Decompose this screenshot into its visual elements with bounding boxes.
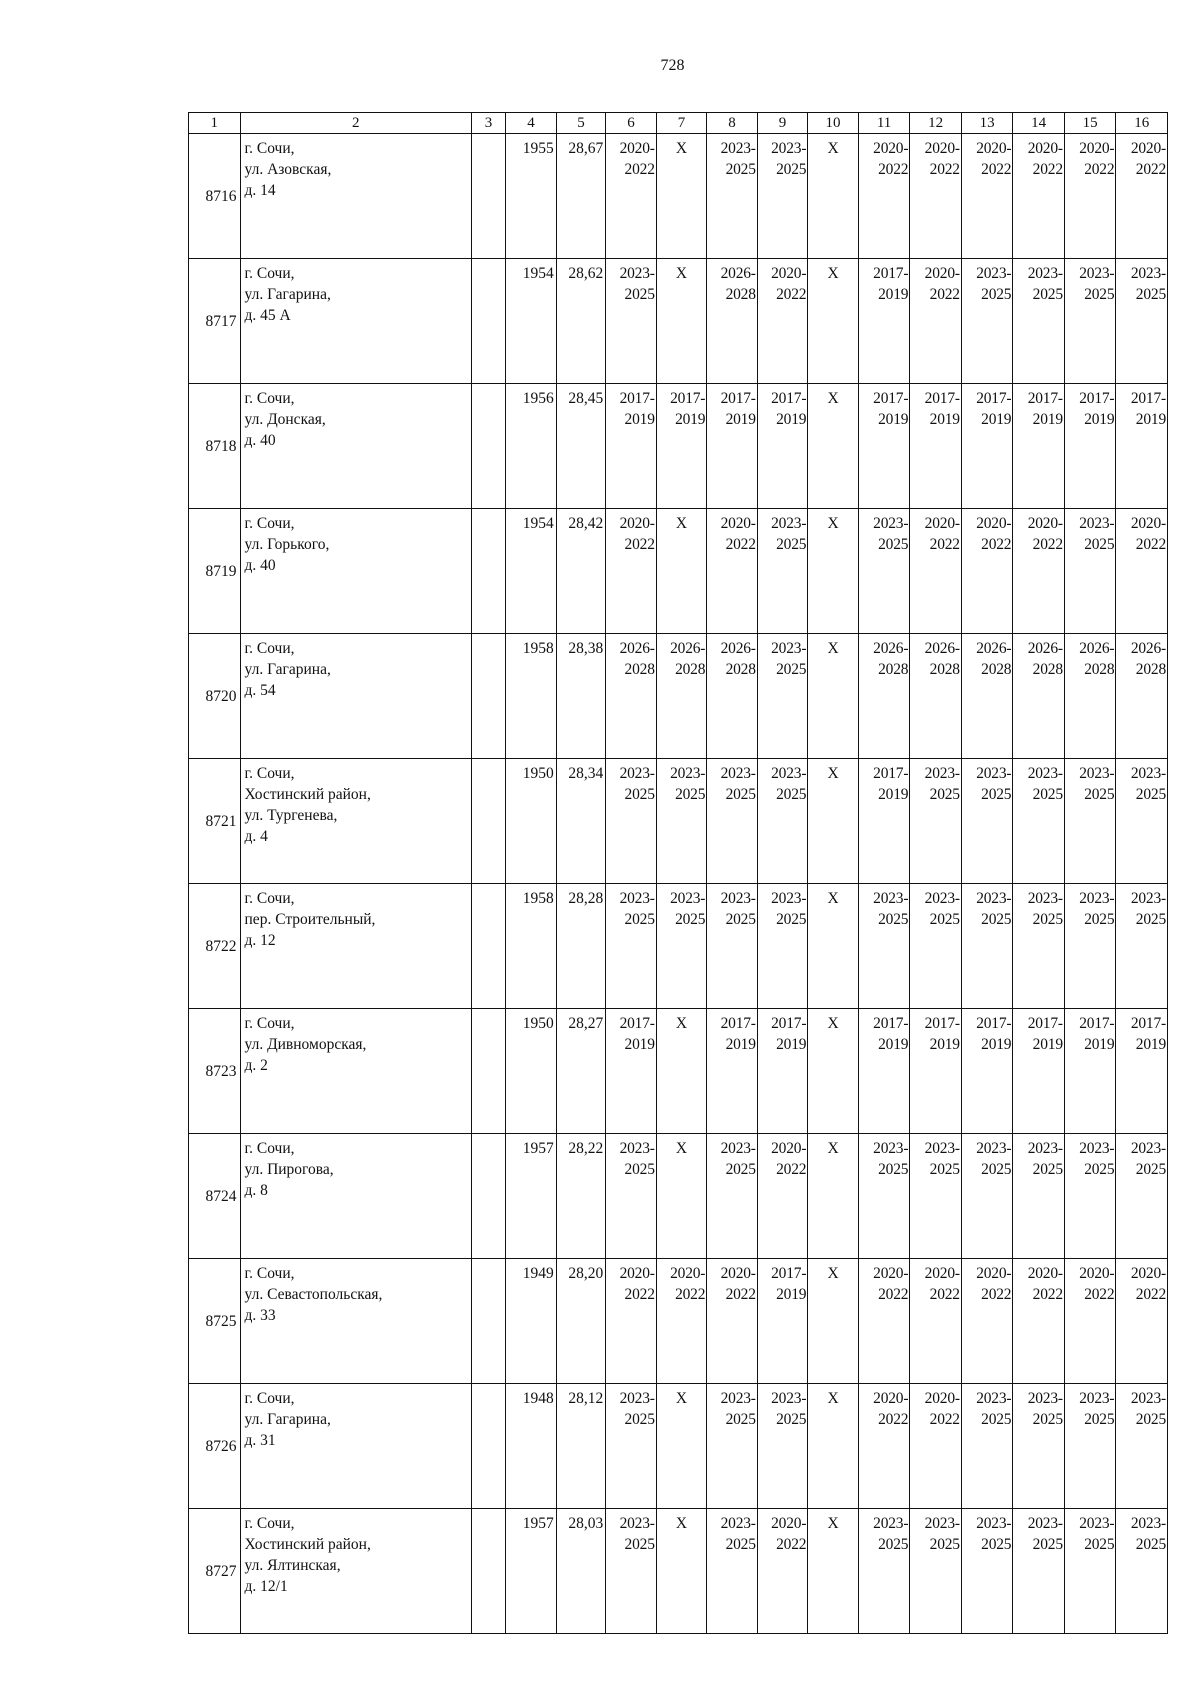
row-number: 8718: [189, 384, 241, 509]
column-9-cell: 2023- 2025: [757, 634, 808, 759]
area-cell: 28,03: [556, 1509, 606, 1634]
column-7-cell: X: [656, 259, 707, 384]
column-3-cell: [471, 509, 505, 634]
column-10-cell: X: [808, 759, 859, 884]
column-header: 10: [808, 113, 859, 134]
row-number: 8726: [189, 1384, 241, 1509]
address-cell: г. Сочи, ул. Донская, д. 40: [240, 384, 471, 509]
column-6-cell: 2023- 2025: [606, 1134, 657, 1259]
column-8-cell: 2020- 2022: [707, 509, 758, 634]
year-cell: 1950: [506, 759, 557, 884]
table-row: [189, 884, 1168, 1009]
column-header: 6: [606, 113, 657, 134]
column-header: 12: [910, 113, 962, 134]
column-6-cell: 2023- 2025: [606, 884, 657, 1009]
column-16-cell: 2017- 2019: [1116, 384, 1168, 509]
column-12-cell: 2023- 2025: [910, 1509, 962, 1634]
row-number: 8725: [189, 1259, 241, 1384]
table-row: [189, 1384, 1168, 1509]
column-12-cell: 2020- 2022: [910, 259, 962, 384]
column-8-cell: 2017- 2019: [707, 1009, 758, 1134]
year-cell: 1948: [506, 1384, 557, 1509]
column-header: 2: [240, 113, 471, 134]
column-6-cell: 2020- 2022: [606, 509, 657, 634]
column-14-cell: 2026- 2028: [1013, 634, 1065, 759]
area-cell: 28,67: [556, 134, 606, 259]
column-10-cell: X: [808, 884, 859, 1009]
column-6-cell: 2026- 2028: [606, 634, 657, 759]
column-13-cell: 2026- 2028: [961, 634, 1013, 759]
column-8-cell: 2023- 2025: [707, 1509, 758, 1634]
column-13-cell: 2023- 2025: [961, 759, 1013, 884]
year-cell: 1949: [506, 1259, 557, 1384]
row-number: 8716: [189, 134, 241, 259]
column-3-cell: [471, 759, 505, 884]
column-16-cell: 2023- 2025: [1116, 1134, 1168, 1259]
column-3-cell: [471, 884, 505, 1009]
row-number: 8723: [189, 1009, 241, 1134]
area-cell: 28,12: [556, 1384, 606, 1509]
column-9-cell: 2017- 2019: [757, 1259, 808, 1384]
year-cell: 1958: [506, 884, 557, 1009]
column-7-cell: X: [656, 1509, 707, 1634]
column-13-cell: 2023- 2025: [961, 259, 1013, 384]
column-8-cell: 2023- 2025: [707, 134, 758, 259]
column-6-cell: 2023- 2025: [606, 259, 657, 384]
column-9-cell: 2017- 2019: [757, 1009, 808, 1134]
area-cell: 28,34: [556, 759, 606, 884]
column-6-cell: 2023- 2025: [606, 1509, 657, 1634]
column-7-cell: X: [656, 134, 707, 259]
row-number: 8720: [189, 634, 241, 759]
column-11-cell: 2023- 2025: [858, 1134, 910, 1259]
column-11-cell: 2023- 2025: [858, 884, 910, 1009]
column-8-cell: 2026- 2028: [707, 259, 758, 384]
column-12-cell: 2020- 2022: [910, 1259, 962, 1384]
column-15-cell: 2017- 2019: [1064, 384, 1116, 509]
column-11-cell: 2017- 2019: [858, 759, 910, 884]
column-7-cell: X: [656, 1009, 707, 1134]
column-header: 16: [1116, 113, 1168, 134]
column-14-cell: 2023- 2025: [1013, 1134, 1065, 1259]
table-row: [189, 759, 1168, 884]
column-12-cell: 2023- 2025: [910, 759, 962, 884]
column-9-cell: 2020- 2022: [757, 259, 808, 384]
column-3-cell: [471, 634, 505, 759]
address-cell: г. Сочи, ул. Пирогова, д. 8: [240, 1134, 471, 1259]
column-15-cell: 2023- 2025: [1064, 259, 1116, 384]
column-7-cell: 2023- 2025: [656, 884, 707, 1009]
row-number: 8722: [189, 884, 241, 1009]
column-9-cell: 2023- 2025: [757, 884, 808, 1009]
column-3-cell: [471, 384, 505, 509]
column-10-cell: X: [808, 1384, 859, 1509]
year-cell: 1957: [506, 1509, 557, 1634]
address-cell: г. Сочи, ул. Гагарина, д. 31: [240, 1384, 471, 1509]
column-13-cell: 2017- 2019: [961, 384, 1013, 509]
column-7-cell: 2020- 2022: [656, 1259, 707, 1384]
area-cell: 28,22: [556, 1134, 606, 1259]
area-cell: 28,38: [556, 634, 606, 759]
row-number: 8717: [189, 259, 241, 384]
column-12-cell: 2017- 2019: [910, 384, 962, 509]
column-15-cell: 2017- 2019: [1064, 1009, 1116, 1134]
table-row: [189, 1509, 1168, 1634]
column-15-cell: 2020- 2022: [1064, 1259, 1116, 1384]
column-15-cell: 2023- 2025: [1064, 1509, 1116, 1634]
column-13-cell: 2020- 2022: [961, 509, 1013, 634]
column-16-cell: 2020- 2022: [1116, 509, 1168, 634]
table-row: [189, 1134, 1168, 1259]
column-16-cell: 2020- 2022: [1116, 1259, 1168, 1384]
table-row: [189, 1259, 1168, 1384]
year-cell: 1956: [506, 384, 557, 509]
column-12-cell: 2020- 2022: [910, 1384, 962, 1509]
column-11-cell: 2017- 2019: [858, 259, 910, 384]
address-cell: г. Сочи, Хостинский район, ул. Тургенева, д. 4: [240, 759, 471, 884]
column-3-cell: [471, 1509, 505, 1634]
column-10-cell: X: [808, 134, 859, 259]
table-row: [189, 509, 1168, 634]
area-cell: 28,27: [556, 1009, 606, 1134]
column-7-cell: X: [656, 1134, 707, 1259]
column-10-cell: X: [808, 509, 859, 634]
column-11-cell: 2020- 2022: [858, 1259, 910, 1384]
column-16-cell: 2023- 2025: [1116, 1509, 1168, 1634]
column-header: 13: [961, 113, 1013, 134]
column-header: 8: [707, 113, 758, 134]
area-cell: 28,42: [556, 509, 606, 634]
column-3-cell: [471, 259, 505, 384]
column-header: 15: [1064, 113, 1116, 134]
column-13-cell: 2020- 2022: [961, 1259, 1013, 1384]
column-header: 9: [757, 113, 808, 134]
column-header: 5: [556, 113, 606, 134]
column-6-cell: 2023- 2025: [606, 1384, 657, 1509]
column-header: 14: [1013, 113, 1065, 134]
column-9-cell: 2020- 2022: [757, 1134, 808, 1259]
column-14-cell: 2017- 2019: [1013, 1009, 1065, 1134]
column-14-cell: 2020- 2022: [1013, 1259, 1065, 1384]
column-8-cell: 2023- 2025: [707, 759, 758, 884]
column-8-cell: 2026- 2028: [707, 634, 758, 759]
column-header: 3: [471, 113, 505, 134]
column-6-cell: 2023- 2025: [606, 759, 657, 884]
column-16-cell: 2023- 2025: [1116, 759, 1168, 884]
column-header: 11: [858, 113, 910, 134]
year-cell: 1957: [506, 1134, 557, 1259]
address-cell: г. Сочи, ул. Гагарина, д. 45 А: [240, 259, 471, 384]
area-cell: 28,20: [556, 1259, 606, 1384]
area-cell: 28,28: [556, 884, 606, 1009]
column-11-cell: 2017- 2019: [858, 1009, 910, 1134]
area-cell: 28,62: [556, 259, 606, 384]
column-16-cell: 2023- 2025: [1116, 1384, 1168, 1509]
year-cell: 1954: [506, 509, 557, 634]
address-cell: г. Сочи, ул. Горького, д. 40: [240, 509, 471, 634]
column-12-cell: 2020- 2022: [910, 509, 962, 634]
column-header: 4: [506, 113, 557, 134]
column-14-cell: 2023- 2025: [1013, 1509, 1065, 1634]
table-body: [189, 134, 1168, 1634]
column-6-cell: 2020- 2022: [606, 1259, 657, 1384]
column-header: 1: [189, 113, 241, 134]
column-16-cell: 2023- 2025: [1116, 884, 1168, 1009]
column-15-cell: 2023- 2025: [1064, 759, 1116, 884]
column-8-cell: 2023- 2025: [707, 1134, 758, 1259]
column-7-cell: 2026- 2028: [656, 634, 707, 759]
row-number: 8724: [189, 1134, 241, 1259]
row-number: 8719: [189, 509, 241, 634]
year-cell: 1958: [506, 634, 557, 759]
header-row: [189, 113, 1168, 134]
column-15-cell: 2026- 2028: [1064, 634, 1116, 759]
area-cell: 28,45: [556, 384, 606, 509]
column-15-cell: 2020- 2022: [1064, 134, 1116, 259]
address-cell: г. Сочи, пер. Строительный, д. 12: [240, 884, 471, 1009]
column-13-cell: 2023- 2025: [961, 1509, 1013, 1634]
column-11-cell: 2020- 2022: [858, 1384, 910, 1509]
column-10-cell: X: [808, 384, 859, 509]
column-6-cell: 2017- 2019: [606, 1009, 657, 1134]
column-13-cell: 2023- 2025: [961, 1384, 1013, 1509]
year-cell: 1955: [506, 134, 557, 259]
column-3-cell: [471, 1259, 505, 1384]
column-13-cell: 2017- 2019: [961, 1009, 1013, 1134]
column-14-cell: 2023- 2025: [1013, 759, 1065, 884]
column-16-cell: 2020- 2022: [1116, 134, 1168, 259]
column-12-cell: 2020- 2022: [910, 134, 962, 259]
column-6-cell: 2020- 2022: [606, 134, 657, 259]
column-16-cell: 2017- 2019: [1116, 1009, 1168, 1134]
table-row: [189, 1009, 1168, 1134]
column-10-cell: X: [808, 1509, 859, 1634]
table-row: [189, 134, 1168, 259]
column-12-cell: 2026- 2028: [910, 634, 962, 759]
column-10-cell: X: [808, 259, 859, 384]
column-13-cell: 2023- 2025: [961, 884, 1013, 1009]
column-8-cell: 2023- 2025: [707, 1384, 758, 1509]
year-cell: 1954: [506, 259, 557, 384]
column-7-cell: 2023- 2025: [656, 759, 707, 884]
column-8-cell: 2017- 2019: [707, 384, 758, 509]
column-14-cell: 2023- 2025: [1013, 1384, 1065, 1509]
address-cell: г. Сочи, ул. Гагарина, д. 54: [240, 634, 471, 759]
column-9-cell: 2023- 2025: [757, 759, 808, 884]
column-7-cell: X: [656, 1384, 707, 1509]
column-3-cell: [471, 1134, 505, 1259]
address-cell: г. Сочи, ул. Дивноморская, д. 2: [240, 1009, 471, 1134]
row-number: 8727: [189, 1509, 241, 1634]
row-number: 8721: [189, 759, 241, 884]
column-3-cell: [471, 1384, 505, 1509]
column-7-cell: 2017- 2019: [656, 384, 707, 509]
column-11-cell: 2017- 2019: [858, 384, 910, 509]
column-11-cell: 2023- 2025: [858, 1509, 910, 1634]
column-8-cell: 2023- 2025: [707, 884, 758, 1009]
column-12-cell: 2017- 2019: [910, 1009, 962, 1134]
address-cell: г. Сочи, ул. Севастопольская, д. 33: [240, 1259, 471, 1384]
column-10-cell: X: [808, 1009, 859, 1134]
column-13-cell: 2023- 2025: [961, 1134, 1013, 1259]
column-15-cell: 2023- 2025: [1064, 1134, 1116, 1259]
column-14-cell: 2020- 2022: [1013, 509, 1065, 634]
address-cell: г. Сочи, Хостинский район, ул. Ялтинская, д. 12/1: [240, 1509, 471, 1634]
column-15-cell: 2023- 2025: [1064, 509, 1116, 634]
table-row: [189, 259, 1168, 384]
column-10-cell: X: [808, 1134, 859, 1259]
column-9-cell: 2023- 2025: [757, 509, 808, 634]
address-cell: г. Сочи, ул. Азовская, д. 14: [240, 134, 471, 259]
column-13-cell: 2020- 2022: [961, 134, 1013, 259]
column-3-cell: [471, 134, 505, 259]
column-9-cell: 2023- 2025: [757, 134, 808, 259]
column-14-cell: 2020- 2022: [1013, 134, 1065, 259]
table-row: [189, 384, 1168, 509]
column-16-cell: 2023- 2025: [1116, 259, 1168, 384]
column-14-cell: 2023- 2025: [1013, 259, 1065, 384]
column-8-cell: 2020- 2022: [707, 1259, 758, 1384]
column-6-cell: 2017- 2019: [606, 384, 657, 509]
housing-repair-table: [188, 112, 1168, 1634]
column-11-cell: 2026- 2028: [858, 634, 910, 759]
column-15-cell: 2023- 2025: [1064, 1384, 1116, 1509]
column-9-cell: 2020- 2022: [757, 1509, 808, 1634]
column-10-cell: X: [808, 1259, 859, 1384]
column-header: 7: [656, 113, 707, 134]
column-12-cell: 2023- 2025: [910, 884, 962, 1009]
column-12-cell: 2023- 2025: [910, 1134, 962, 1259]
column-3-cell: [471, 1009, 505, 1134]
column-11-cell: 2020- 2022: [858, 134, 910, 259]
column-15-cell: 2023- 2025: [1064, 884, 1116, 1009]
year-cell: 1950: [506, 1009, 557, 1134]
column-9-cell: 2023- 2025: [757, 1384, 808, 1509]
page-number: 728: [660, 57, 685, 74]
table-row: [189, 634, 1168, 759]
column-14-cell: 2017- 2019: [1013, 384, 1065, 509]
column-11-cell: 2023- 2025: [858, 509, 910, 634]
column-7-cell: X: [656, 509, 707, 634]
column-14-cell: 2023- 2025: [1013, 884, 1065, 1009]
column-16-cell: 2026- 2028: [1116, 634, 1168, 759]
column-9-cell: 2017- 2019: [757, 384, 808, 509]
column-10-cell: X: [808, 634, 859, 759]
